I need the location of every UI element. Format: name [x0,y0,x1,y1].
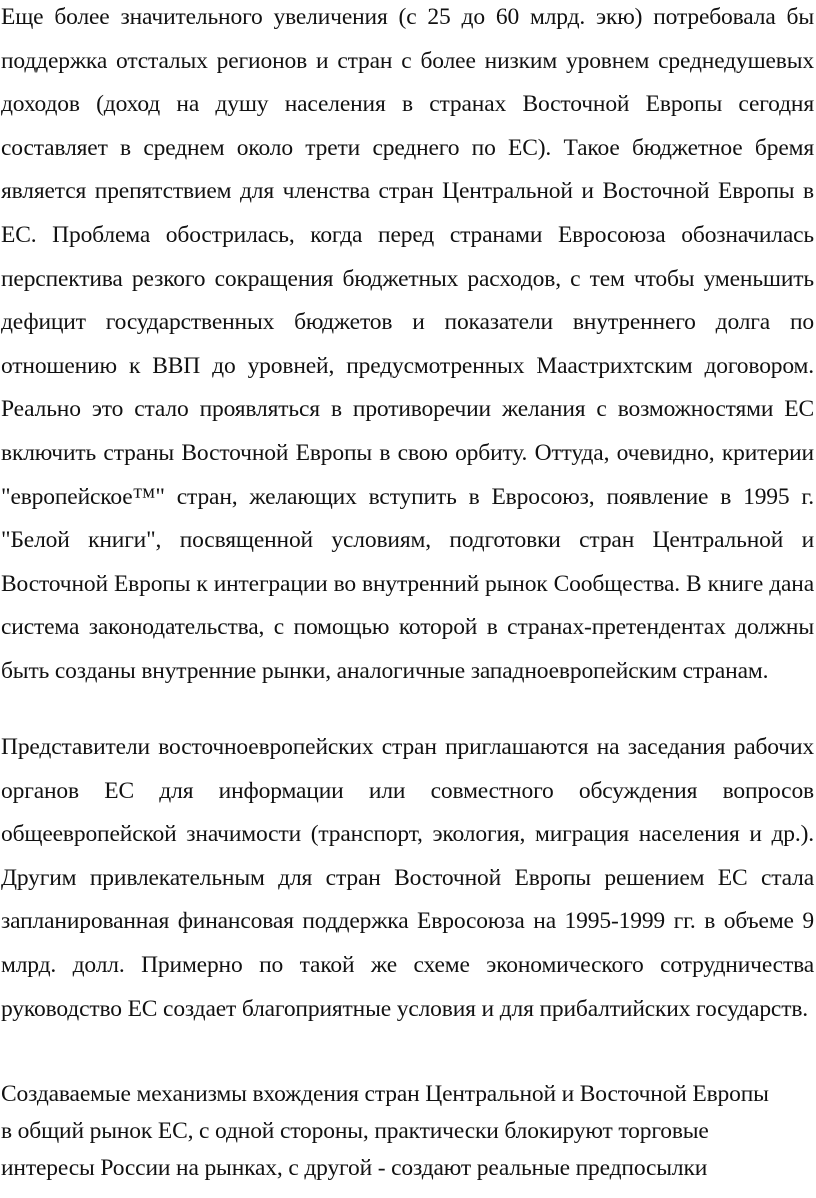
paragraph-common-market-mechanisms: Создаваемые механизмы вхождения стран Центральной и Восточной Европы в общий рынок ЕС, с одной стороны, практически блокируют торговые интересы России на рынках, с другой - создают реальные предпосылки [1,1081,769,1181]
paragraph-eastern-europe-representatives: Представители восточноевропейских стран приглашаются на заседания рабочих органов ЕС для информации или совместного обсуждения вопросов общеевропейской значимости (транспорт, экология, миграция населения и др.). Другим привлекательным для стран Восточной Европы решением ЕС стала запланированная финансовая поддержка Евросоюза на 1995-1999 гг. в объеме 9 млрд. долл. Примерно по такой же схеме экономического сотрудничества руководство ЕС создает благоприятные условия и для прибалтийских государств. [1,734,814,1022]
paragraph-eu-budget-burden: Еще более значительного увеличения (с 25 до 60 млрд. экю) потребовала бы поддержка отсталых регионов и стран с более низким уровнем среднедушевых доходов (доход на душу населения в странах Восточной Европы сегодня составляет в среднем около трети среднего по ЕС). Такое бюджетное бремя является препятствием для членства стран Центральной и Восточной Европы в ЕС. Проблема обострилась, когда перед странами Евросоюза обозначилась перспектива резкого сокращения бюджетных расходов, с тем чтобы уменьшить дефицит государственных бюджетов и показатели внутреннего долга по отношению к ВВП до уровней, предусмотренных Маастрихтским договором. Реально это стало проявляться в противоречии желания с возможностями ЕС включить страны Восточной Европы в свою орбиту. Оттуда, очевидно, критерии "европейское™" стран, желающих вступить в Евросоюз, появление в 1995 г. "Белой книги", посвященной условиям, подготовки стран Центральной и Восточной Европы к интеграции во внутренний рынок Сообщества. В книге дана система законодательства, с помощью которой в странах-претендентах должны быть созданы внутренние рынки, аналогичные западноевропейским странам. [1,4,814,684]
